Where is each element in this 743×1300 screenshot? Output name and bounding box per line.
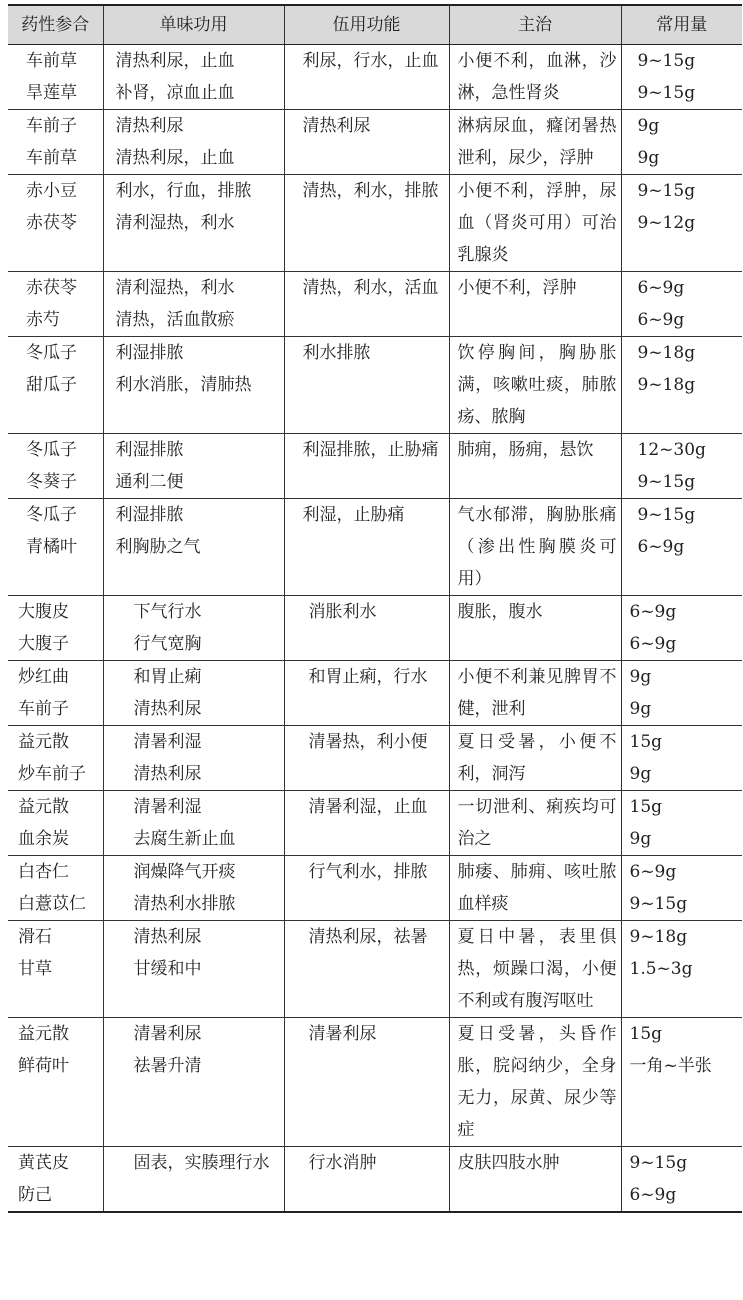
indication-cell: 肺痿、肺痈、咳吐脓血样痰 xyxy=(449,856,621,921)
indication-cell: 一切泄利、痢疾均可治之 xyxy=(449,791,621,856)
drug-name: 防己 xyxy=(18,1185,52,1205)
drug-name: 白薏苡仁 xyxy=(18,894,86,914)
table-header-row xyxy=(8,5,742,45)
dosage-cell xyxy=(621,1147,742,1213)
table-row xyxy=(8,337,742,434)
drug-name: 冬瓜子 xyxy=(26,440,77,460)
table-row xyxy=(8,661,742,726)
header-single-effect: 单味功用 xyxy=(103,5,284,45)
dosage-value: 6~9g xyxy=(637,537,685,557)
single-effect-cell xyxy=(103,661,284,726)
dosage-cell xyxy=(621,499,742,596)
combined-function-cell: 利湿排脓，止胁痛 xyxy=(284,434,449,499)
dosage-cell xyxy=(621,434,742,499)
drug-pair-cell xyxy=(8,856,103,921)
table-row xyxy=(8,272,742,337)
indication-cell: 夏日受暑，小便不利，洞泻 xyxy=(449,726,621,791)
indication-cell: 小便不利，浮肿 xyxy=(449,272,621,337)
table-row xyxy=(8,110,742,175)
herb-combination-table xyxy=(8,4,742,1213)
table-row xyxy=(8,1018,742,1147)
single-effect-text: 甘缓和中 xyxy=(133,959,202,979)
dosage-value: 9~15g xyxy=(637,181,696,201)
header-dosage: 常用量 xyxy=(621,5,742,45)
drug-pair-cell xyxy=(8,1147,103,1213)
dosage-value: 6~9g xyxy=(629,634,677,654)
dosage-value: 9~15g xyxy=(629,1153,688,1173)
combined-function-cell: 清热，利水，排脓 xyxy=(284,175,449,272)
indication-cell: 皮肤四肢水肿 xyxy=(449,1147,621,1213)
drug-name: 赤小豆 xyxy=(26,181,77,201)
single-effect-text: 下气行水 xyxy=(133,602,202,622)
dosage-cell xyxy=(621,337,742,434)
dosage-value: 9g xyxy=(637,148,660,168)
dosage-value: 1.5~3g xyxy=(629,959,693,979)
single-effect-text: 清热利尿 xyxy=(133,699,202,719)
dosage-value: 9~15g xyxy=(637,472,696,492)
drug-name: 甘草 xyxy=(18,959,52,979)
single-effect-text: 清热利尿 xyxy=(115,116,184,136)
combined-function-cell: 清暑热，利小便 xyxy=(284,726,449,791)
drug-name: 车前子 xyxy=(26,116,77,136)
dosage-value: 15g xyxy=(629,1024,663,1044)
dosage-value: 9~18g xyxy=(629,927,688,947)
dosage-value: 9~15g xyxy=(629,894,688,914)
dosage-value: 9~12g xyxy=(637,213,696,233)
table-row xyxy=(8,596,742,661)
dosage-value: 6~9g xyxy=(637,310,685,330)
single-effect-cell xyxy=(103,726,284,791)
drug-name: 鲜荷叶 xyxy=(18,1056,69,1076)
combined-function-cell: 清热利尿，祛暑 xyxy=(284,921,449,1018)
dosage-cell xyxy=(621,726,742,791)
dosage-cell xyxy=(621,175,742,272)
indication-cell: 淋病尿血，癃闭暑热泄利，尿少，浮肿 xyxy=(449,110,621,175)
combined-function-cell: 利湿，止胁痛 xyxy=(284,499,449,596)
single-effect-text: 补肾，凉血止血 xyxy=(115,83,235,103)
drug-name: 黄芪皮 xyxy=(18,1153,69,1173)
drug-pair-cell xyxy=(8,726,103,791)
drug-pair-cell xyxy=(8,791,103,856)
single-effect-cell xyxy=(103,791,284,856)
dosage-cell xyxy=(621,45,742,110)
single-effect-cell xyxy=(103,110,284,175)
drug-pair-cell xyxy=(8,337,103,434)
single-effect-text: 清暑利湿 xyxy=(133,732,202,752)
single-effect-text: 清热利尿 xyxy=(133,764,202,784)
drug-name: 益元散 xyxy=(18,732,69,752)
drug-name: 赤芍 xyxy=(26,310,60,330)
indication-cell: 气水郁滞，胸胁胀痛（渗出性胸膜炎可用） xyxy=(449,499,621,596)
dosage-cell xyxy=(621,661,742,726)
drug-name: 炒车前子 xyxy=(18,764,86,784)
drug-name: 冬瓜子 xyxy=(26,505,77,525)
drug-name: 赤茯苓 xyxy=(26,213,77,233)
drug-name: 冬葵子 xyxy=(26,472,77,492)
drug-name: 大腹皮 xyxy=(18,602,69,622)
single-effect-cell xyxy=(103,596,284,661)
combined-function-cell: 利水排脓 xyxy=(284,337,449,434)
single-effect-text: 利胸胁之气 xyxy=(115,537,201,557)
single-effect-cell xyxy=(103,921,284,1018)
drug-pair-cell xyxy=(8,921,103,1018)
drug-name: 车前草 xyxy=(26,148,77,168)
single-effect-cell xyxy=(103,434,284,499)
combined-function-cell: 清暑利湿，止血 xyxy=(284,791,449,856)
dosage-value: 6~9g xyxy=(629,862,677,882)
dosage-value: 9~15g xyxy=(637,83,696,103)
indication-cell: 小便不利兼见脾胃不健，泄利 xyxy=(449,661,621,726)
single-effect-text: 去腐生新止血 xyxy=(133,829,236,849)
header-indication: 主治 xyxy=(449,5,621,45)
single-effect-text: 清利湿热，利水 xyxy=(115,213,235,233)
single-effect-cell xyxy=(103,856,284,921)
dosage-value: 9~15g xyxy=(637,505,696,525)
table-row xyxy=(8,921,742,1018)
single-effect-text: 清热利尿，止血 xyxy=(115,51,235,71)
indication-cell: 小便不利，浮肿，尿血（肾炎可用）可治乳腺炎 xyxy=(449,175,621,272)
dosage-cell xyxy=(621,856,742,921)
single-effect-cell xyxy=(103,272,284,337)
single-effect-text: 固表，实腠理行水 xyxy=(133,1153,270,1173)
combined-function-cell: 清热，利水，活血 xyxy=(284,272,449,337)
dosage-value: 9g xyxy=(637,116,660,136)
drug-name: 旱莲草 xyxy=(26,83,77,103)
indication-cell: 夏日中暑，表里俱热，烦躁口渴，小便不利或有腹泻呕吐 xyxy=(449,921,621,1018)
indication-cell: 小便不利，血淋，沙淋，急性肾炎 xyxy=(449,45,621,110)
drug-name: 甜瓜子 xyxy=(26,375,77,395)
single-effect-text: 利湿排脓 xyxy=(115,505,184,525)
combined-function-cell: 清热利尿 xyxy=(284,110,449,175)
single-effect-cell xyxy=(103,1147,284,1213)
single-effect-cell xyxy=(103,175,284,272)
table-row xyxy=(8,499,742,596)
drug-pair-cell xyxy=(8,110,103,175)
dosage-value: 9~15g xyxy=(637,51,696,71)
table-row xyxy=(8,175,742,272)
drug-pair-cell xyxy=(8,434,103,499)
drug-name: 益元散 xyxy=(18,797,69,817)
dosage-cell xyxy=(621,921,742,1018)
dosage-value: 9g xyxy=(629,764,652,784)
drug-name: 益元散 xyxy=(18,1024,69,1044)
combined-function-cell: 行水消肿 xyxy=(284,1147,449,1213)
dosage-value: 一角~半张 xyxy=(629,1056,712,1076)
table-row xyxy=(8,45,742,110)
table-row xyxy=(8,434,742,499)
dosage-value: 15g xyxy=(629,797,663,817)
combined-function-cell: 和胃止痢，行水 xyxy=(284,661,449,726)
dosage-value: 6~9g xyxy=(637,278,685,298)
drug-name: 大腹子 xyxy=(18,634,69,654)
dosage-value: 9g xyxy=(629,699,652,719)
combined-function-cell: 消胀利水 xyxy=(284,596,449,661)
single-effect-text: 清热利尿 xyxy=(133,927,202,947)
table-row xyxy=(8,726,742,791)
drug-name: 冬瓜子 xyxy=(26,343,77,363)
single-effect-text: 清利湿热，利水 xyxy=(115,278,235,298)
single-effect-text: 清暑利湿 xyxy=(133,797,202,817)
single-effect-cell xyxy=(103,499,284,596)
single-effect-text: 润燥降气开痰 xyxy=(133,862,236,882)
dosage-cell xyxy=(621,1018,742,1147)
table-body xyxy=(8,45,742,1213)
table-row xyxy=(8,791,742,856)
indication-cell: 肺痈，肠痈，悬饮 xyxy=(449,434,621,499)
single-effect-cell xyxy=(103,337,284,434)
drug-pair-cell xyxy=(8,661,103,726)
single-effect-text: 和胃止痢 xyxy=(133,667,202,687)
dosage-value: 12~30g xyxy=(637,440,706,460)
combined-function-cell: 利尿，行水，止血 xyxy=(284,45,449,110)
single-effect-text: 利水，行血，排脓 xyxy=(115,181,252,201)
drug-name: 滑石 xyxy=(18,927,52,947)
drug-name: 青橘叶 xyxy=(26,537,77,557)
dosage-value: 9g xyxy=(629,667,652,687)
single-effect-text: 祛暑升清 xyxy=(133,1056,202,1076)
dosage-value: 9~18g xyxy=(637,375,696,395)
dosage-cell xyxy=(621,272,742,337)
dosage-cell xyxy=(621,596,742,661)
header-combined-function: 伍用功能 xyxy=(284,5,449,45)
drug-name: 车前草 xyxy=(26,51,77,71)
drug-name: 白杏仁 xyxy=(18,862,69,882)
dosage-value: 9g xyxy=(629,829,652,849)
single-effect-text: 清热利尿，止血 xyxy=(115,148,235,168)
single-effect-text: 利湿排脓 xyxy=(115,440,184,460)
indication-cell: 夏日受暑，头昏作胀，脘闷纳少，全身无力，尿黄、尿少等症 xyxy=(449,1018,621,1147)
dosage-value: 9~18g xyxy=(637,343,696,363)
single-effect-text: 清暑利尿 xyxy=(133,1024,202,1044)
drug-pair-cell xyxy=(8,596,103,661)
indication-cell: 饮停胸间，胸胁胀满，咳嗽吐痰，肺脓疡、脓胸 xyxy=(449,337,621,434)
drug-name: 车前子 xyxy=(18,699,69,719)
single-effect-text: 清热，活血散瘀 xyxy=(115,310,235,330)
single-effect-cell xyxy=(103,1018,284,1147)
single-effect-text: 清热利水排脓 xyxy=(133,894,236,914)
single-effect-text: 行气宽胸 xyxy=(133,634,202,654)
drug-name: 血余炭 xyxy=(18,829,69,849)
dosage-value: 6~9g xyxy=(629,1185,677,1205)
combined-function-cell: 清暑利尿 xyxy=(284,1018,449,1147)
drug-pair-cell xyxy=(8,1018,103,1147)
dosage-cell xyxy=(621,791,742,856)
drug-pair-cell xyxy=(8,175,103,272)
header-drug-pairing: 药性参合 xyxy=(8,5,103,45)
drug-name: 炒红曲 xyxy=(18,667,69,687)
drug-pair-cell xyxy=(8,45,103,110)
single-effect-text: 利水消胀，清肺热 xyxy=(115,375,252,395)
table-row xyxy=(8,856,742,921)
table-row xyxy=(8,1147,742,1213)
dosage-value: 15g xyxy=(629,732,663,752)
single-effect-cell xyxy=(103,45,284,110)
indication-cell: 腹胀，腹水 xyxy=(449,596,621,661)
combined-function-cell: 行气利水，排脓 xyxy=(284,856,449,921)
dosage-value: 6~9g xyxy=(629,602,677,622)
single-effect-text: 通利二便 xyxy=(115,472,184,492)
dosage-cell xyxy=(621,110,742,175)
drug-name: 赤茯苓 xyxy=(26,278,77,298)
drug-pair-cell xyxy=(8,272,103,337)
drug-pair-cell xyxy=(8,499,103,596)
single-effect-text: 利湿排脓 xyxy=(115,343,184,363)
